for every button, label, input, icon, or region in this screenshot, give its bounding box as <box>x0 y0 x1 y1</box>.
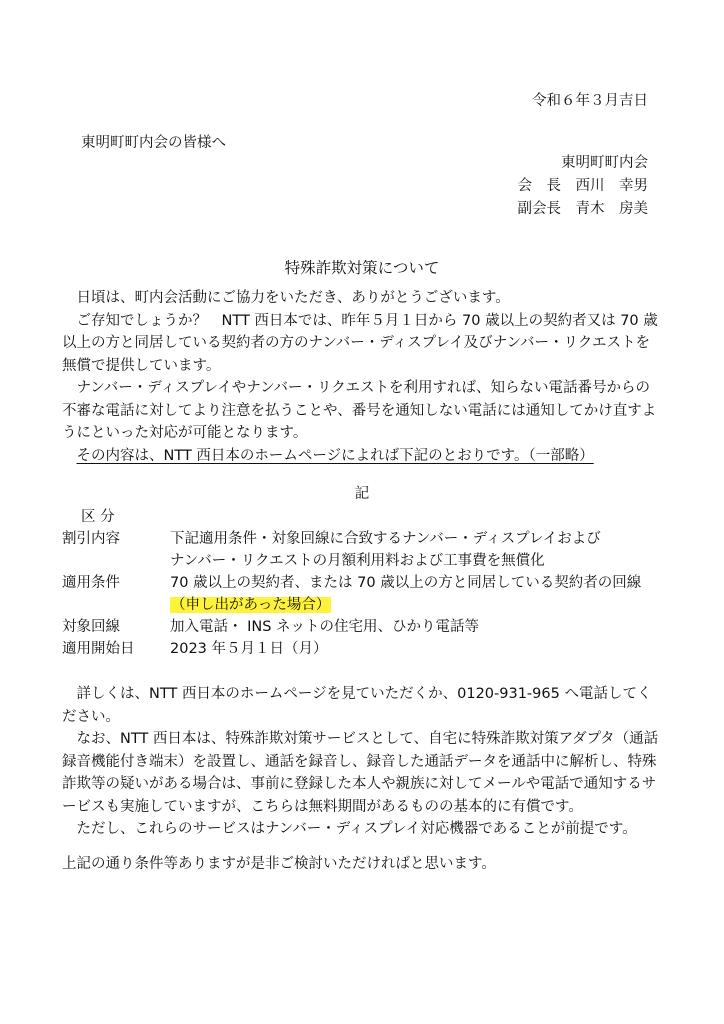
intro-paragraph: ご存知でしょうか？ NTT 西日本では、昨年５月１日から 70 歳以上の契約者又は 70 歳以上の方と同居している契約者の方のナンバー・ディスプレイ及びナンバー・リクエストを無償で提供しています。 <box>62 312 658 374</box>
body-section <box>62 683 662 841</box>
start-label: 適用開始日 <box>62 641 135 657</box>
intro-paragraph: 日頃は、町内会活動にご協力をいただき、ありがとうございます。 <box>76 290 510 306</box>
sender-vice-chairman: 副会長 青木 房美 <box>517 201 648 217</box>
intro-paragraph: ナンバー・ディスプレイやナンバー・リクエストを利用すれば、知らない電話番号からの不審な電話に対してより注意を払うことや、番号を通知しない電話には通知してかけ直すようにといった対応が可能となります。 <box>62 380 657 441</box>
body-paragraph: ただし、これらのサービスはナンバー・ディスプレイ対応機器であることが前提です。 <box>76 821 637 837</box>
discount-label: 割引内容 <box>62 531 120 547</box>
sender-organization: 東明町町内会 <box>561 155 648 171</box>
start-value: 2023 年５月１日（月） <box>170 641 328 657</box>
condition-label: 適用条件 <box>62 575 120 591</box>
sender-chairman: 会 長 西川 幸男 <box>517 178 648 194</box>
discount-line: 下記適用条件・対象回線に合致するナンバー・ディスプレイおよび <box>170 531 601 547</box>
document-title: 特殊詐欺対策について <box>284 259 440 277</box>
ki-heading: 記 <box>354 486 370 502</box>
intro-underlined-paragraph: その内容は、NTT 西日本のホームページによれば下記のとおりです。（一部略） <box>76 447 594 464</box>
condition-highlight: （申し出があった場合） <box>171 597 331 613</box>
condition-line: 70 歳以上の契約者、または 70 歳以上の方と同居している契約者の回線 <box>170 575 642 591</box>
condition-highlight-row <box>170 594 331 617</box>
kubun-heading: 区 分 <box>81 509 115 525</box>
target-label: 対象回線 <box>62 619 120 635</box>
addressee: 東明町町内会の皆様へ <box>81 135 226 151</box>
body-paragraph: なお、NTT 西日本は、特殊詐欺対策サービスとして、自宅に特殊詐欺対策アダプタ（通話録音機能付き端末）を設置し、通話を録音し、録音した通話データを通話中に解析し、特殊詐欺等の疑いがある場合は、事前に登録した本人や親族に対してメールや電話で通知するサービスも実施していますが、こちらは無料期間があるものの基本的に有償です。 <box>62 731 659 815</box>
intro-section <box>62 287 662 467</box>
body-paragraph: 詳しくは、NTT 西日本のホームページを見ていただくか、0120-931-965 へ電話してください。 <box>62 686 652 725</box>
document-date: 令和６年３月吉日 <box>532 93 648 109</box>
target-value: 加入電話・ INS ネットの住宅用、ひかり電話等 <box>170 619 480 635</box>
closing-text: 上記の通り条件等ありますが是非ご検討いただければと思います。 <box>62 856 496 872</box>
discount-line: ナンバー・リクエストの月額利用料および工事費を無償化 <box>170 553 545 569</box>
sender-block <box>518 152 649 221</box>
